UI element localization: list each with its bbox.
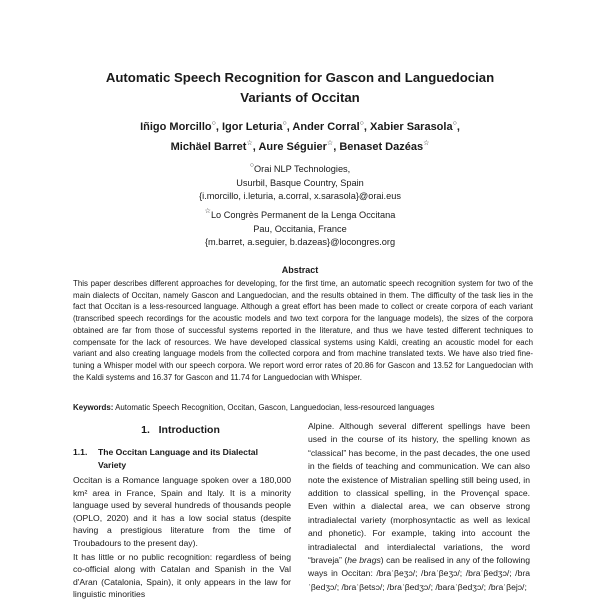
subsection-heading: [73, 446, 288, 471]
affiliation-mark: ○: [249, 162, 255, 169]
body-text: Alpine. Although several different spellings have been used in the course of its history, the spelling known as “classical” has become, in the past decades, the one used in the fields of teaching and communication. We can also note the existence of Mistralian spelling still being used, in addition to classical spelling, in the Provençal space. Even within a dialectal area, we can observe strong intradialectal variety (morphosyntactic as well as lexical and phonetic). For example, taking into account the intradialectal and interdialectal variations, the word “braveja” (: [308, 421, 530, 566]
author-name: Iñigo Morcillo: [140, 121, 212, 133]
abstract-text: This paper describes different approaches for developing, for the first time, an automatic speech recognition system for two of the main dialects of Occitan, namely Gascon and Languedocian, and the results obtained in them. The difficulty of the task lies in the fact that Occitan is a less-resourced language. Although a great effort has been made to collect or create corpora of each variant (transcribed speech recordings for the acoustic models and two text corpora for the language models), the sizes of the corpora obtained are far from those of successful systems reported in the literature, and thus we have tested different techniques to compensate for the lack of resources. We have developed classical systems using Kaldi, creating an acoustic model for each variant and also creating language models from the collected corpora and from machine translated texts. We have also tried fine-tuning a Whisper model with our speech corpora. We report word error rates of 20.86 for Gascon and 13.52 for Languedocian with the Kaldi systems and 16.37 for Gascon and 11.74 for Languedocian with Whisper.: [73, 279, 533, 382]
author-line-2: [40, 138, 560, 158]
affiliation-orai: [100, 163, 500, 204]
affiliation-mark: ☆: [246, 139, 253, 147]
body-paragraph: [308, 420, 530, 594]
affiliation-name: Lo Congrès Permanent de la Lenga Occitana: [210, 210, 396, 220]
section-heading: [73, 424, 288, 436]
author-line-1: [40, 118, 560, 138]
author-name: Michäel Barret: [170, 140, 247, 153]
keywords-list: Automatic Speech Recognition, Occitan, Gascon, Languedocian, less-resourced languages: [115, 403, 435, 412]
author-separator: ,: [286, 121, 293, 133]
section-number: 1.: [141, 424, 150, 436]
author-separator: ,: [215, 121, 222, 133]
right-column: [308, 420, 530, 594]
subsection-title: The Occitan Language and its Dialectal Variety: [98, 447, 258, 470]
author-separator: ,: [252, 140, 259, 153]
author-name: Xabier Sarasola: [370, 121, 453, 133]
section-title: Introduction: [158, 424, 220, 436]
keywords-label: Keywords:: [73, 403, 114, 412]
body-paragraph: It has little or no public recognition: regardless of being co-official along with Catalan and Spanish in the Val d'Aran (Catalonia, Spain), it only appears in the law for linguistic minorities: [73, 551, 291, 600]
left-column: [73, 474, 291, 601]
title-line-2: Variants of Occitan: [240, 90, 360, 105]
affiliation-mark: ☆: [423, 139, 430, 147]
author-name: Igor Leturia: [221, 121, 283, 133]
affiliation-name: Orai NLP Technologies,: [254, 164, 351, 174]
author-list: [40, 118, 560, 157]
affiliation-mark: ○: [282, 120, 287, 127]
author-name: Aure Séguier: [258, 140, 327, 153]
subsection-number: 1.1.: [73, 447, 88, 457]
affiliation-mark: ○: [452, 120, 457, 127]
affiliation-mark: ☆: [326, 139, 334, 147]
author-separator: ,: [333, 140, 340, 153]
abstract-heading: Abstract: [281, 265, 319, 275]
author-separator: ,: [363, 121, 371, 133]
author-separator: ,: [456, 121, 460, 133]
affiliation-congres: [100, 209, 500, 250]
affiliation-address: Usurbil, Basque Country, Spain: [236, 177, 364, 188]
body-text: ) can be realised in any of the following ways in Occitan: /bɾaˈβeʒɔ/; /bɾaˈβeʒɔ/; /bɾaˈβedʒɔ/; /bɾaˈβedʒɔ/; /bɾaˈβetsɔ/; /bɾaˈβedʒɔ/; /baɾaˈβedʒɔ/; /bɾaˈβejɔ/;: [308, 555, 530, 592]
italic-gloss: he brags: [347, 555, 381, 566]
author-name: Ander Corral: [292, 121, 360, 133]
affiliation-mark: ☆: [204, 208, 211, 215]
affiliation-emails: {m.barret, a.seguier, b.dazeas}@locongres.org: [204, 237, 396, 247]
affiliation-address: Pau, Occitania, France: [253, 223, 347, 234]
paper-title: [60, 68, 540, 108]
body-paragraph: Occitan is a Romance language spoken over a 180,000 km² area in France, Spain and Italy. It is a minority language used by several hundreds of thousands people (OPLO, 2020) and it has a low social status (despite having a prestigious literature from the time of Troubadours to the present day).: [73, 475, 291, 548]
affiliation-emails: {i.morcillo, i.leturia, a.corral, x.sarasola}@orai.eus: [199, 191, 401, 201]
title-line-1: Automatic Speech Recognition for Gascon and Languedocian: [105, 70, 495, 85]
affiliation-mark: ○: [211, 120, 216, 127]
affiliation-mark: ○: [359, 120, 364, 127]
keywords: [73, 402, 533, 413]
author-name: Benaset Dazéas: [339, 140, 424, 153]
